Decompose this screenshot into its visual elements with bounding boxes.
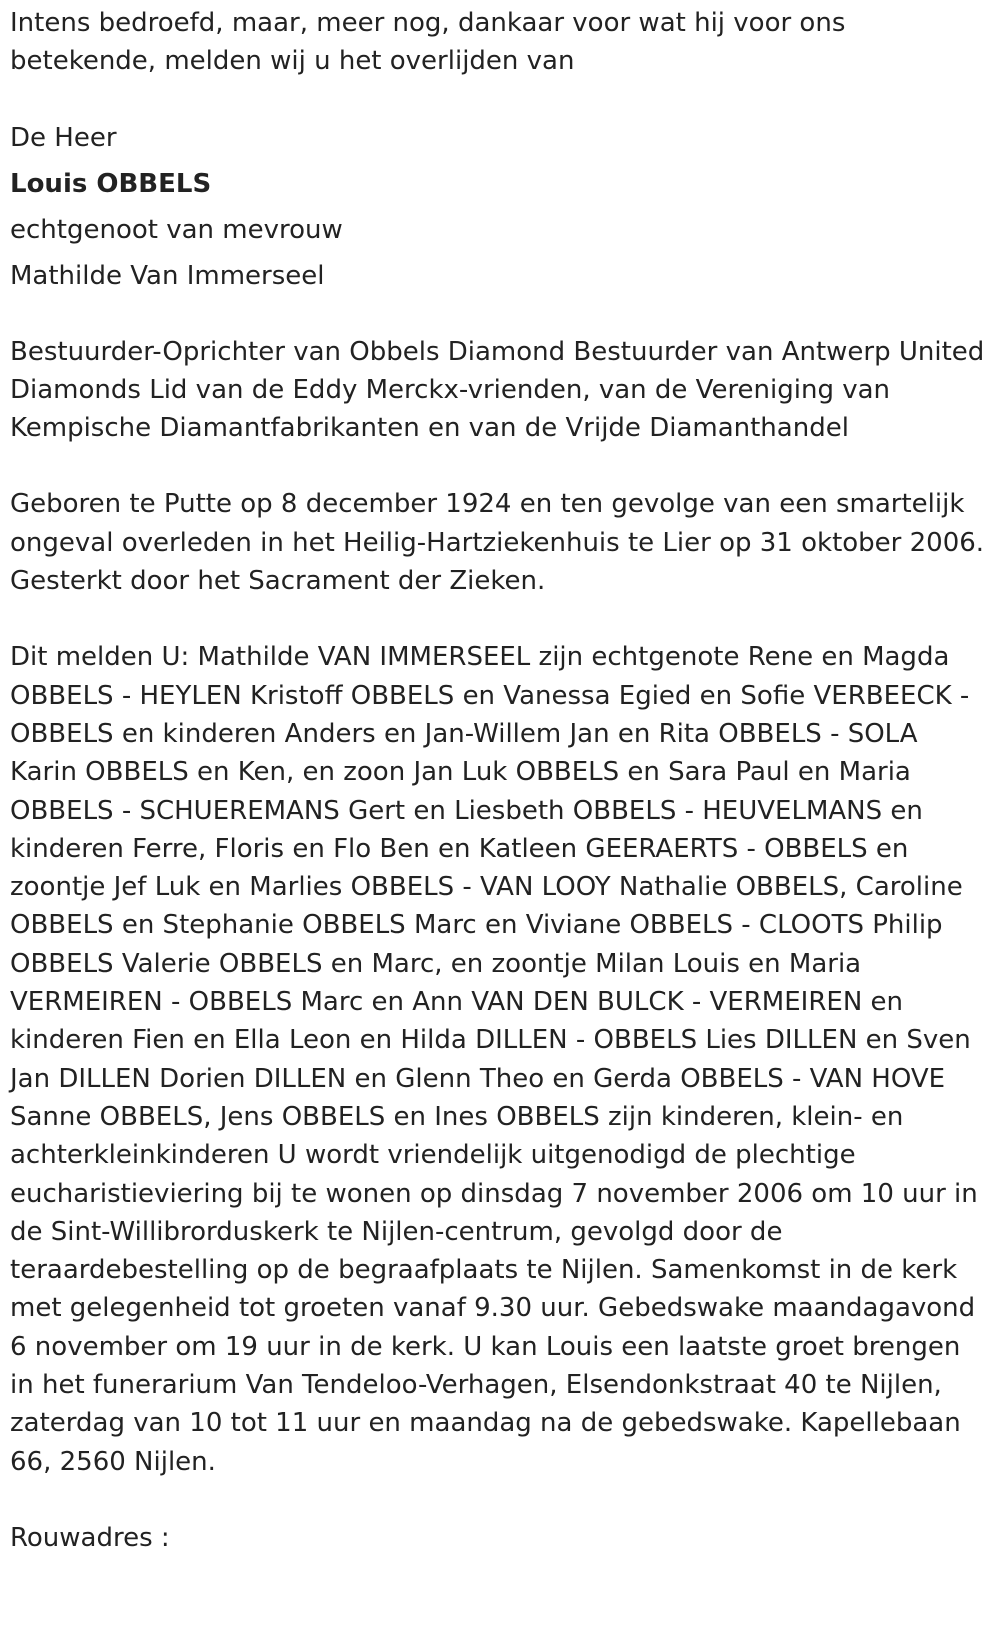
spouse-name: Mathilde Van Immerseel xyxy=(10,260,325,291)
birth-death-paragraph: Geboren te Putte op 8 december 1924 en ten gevolge van een smartelijk ongeval overleden in het Heilig-Hartziekenhuis te Lier op 31 oktober 2006. Gesterkt door het Sacrament der Zieken. xyxy=(10,489,985,597)
announcement-paragraph: Dit melden U: Mathilde VAN IMMERSEEL zijn echtgenote Rene en Magda OBBELS - HEYLEN Kristoff OBBELS en Vanessa Egied en Sofie VERBEECK - OBBELS en kinderen Anders en Jan-Willem Jan en Rita OBBELS - SOLA Karin OBBELS en Ken, en zoon Jan Luk OBBELS en Sara Paul en Maria OBBELS - SCHUEREMANS Gert en Liesbeth OBBELS - HEUVELMANS en kinderen Ferre, Floris en Flo Ben en Katleen GEERAERTS - OBBELS en zoontje Jef Luk en Marlies OBBELS - VAN LOOY Nathalie OBBELS, Caroline OBBELS en Stephanie OBBELS Marc en Viviane OBBELS - CLOOTS Philip OBBELS Valerie OBBELS en Marc, en zoontje Milan Louis en Maria VERMEIREN - OBBELS Marc en Ann VAN DEN BULCK - VERMEIREN en kinderen Fien en Ella Leon en Hilda DILLEN - OBBELS Lies DILLEN en Sven Jan DILLEN Dorien DILLEN en Glenn Theo en Gerda OBBELS - VAN HOVE Sanne OBBELS, Jens OBBELS en Ines OBBELS zijn kinderen, klein- en achterkleinkinderen U wordt vriendelijk uitgenodigd de plechtige eucharistieviering bij te wonen op dinsdag 7 november 2006 om 10 uur in de Sint-Willibrorduskerk te Nijlen-centrum, gevolgd door de teraardebestelling op de begraafplaats te Nijlen. Samenkomst in de kerk met gelegenheid tot groeten vanaf 9.30 uur. Gebedswake maandagavond 6 november om 19 uur in de kerk. U kan Louis een laatste groet brengen in het funerarium Van Tendeloo-Verhagen, Elsendonkstraat 40 te Nijlen, zaterdag van 10 tot 11 uur en maandag na de gebedswake. Kapellebaan 66, 2560 Nijlen. xyxy=(10,642,978,1477)
mourning-address-label: Rouwadres : xyxy=(10,1522,170,1553)
deceased-name: Louis OBBELS xyxy=(10,168,212,199)
honorific-title: De Heer xyxy=(10,122,117,153)
intro-paragraph: Intens bedroefd, maar, meer nog, dankaar voor wat hij voor ons betekende, melden wij u het overlijden van xyxy=(10,8,846,77)
spouse-label: echtgenoot van mevrouw xyxy=(10,214,343,245)
functions-paragraph: Bestuurder-Oprichter van Obbels Diamond Bestuurder van Antwerp United Diamonds Lid van de Eddy Merckx-vrienden, van de Vereniging van Kempische Diamantfabrikanten en van de Vrijde Diamanthandel xyxy=(10,336,985,444)
